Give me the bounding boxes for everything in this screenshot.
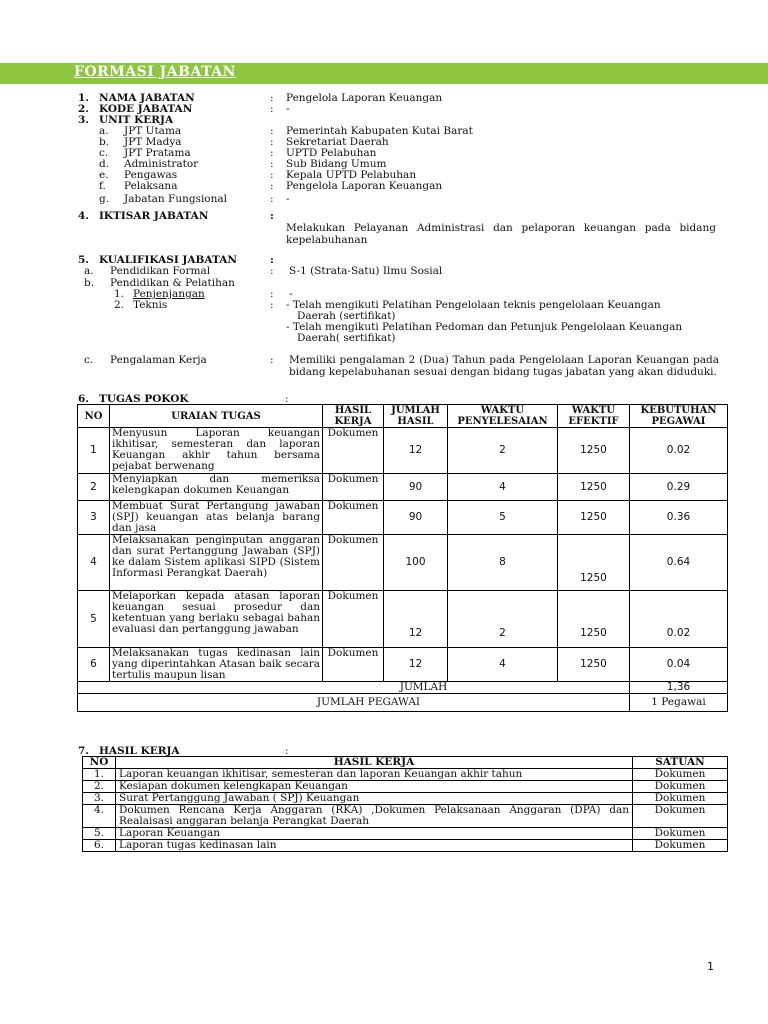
jumlah-label: JUMLAH (78, 682, 630, 694)
pendidikan-formal-value: S-1 (Strata-Satu) Ilmu Sosial (289, 265, 443, 277)
hasil-kerja-label: HASIL KERJA (99, 745, 180, 757)
cell-waktu: 4 (448, 648, 558, 682)
colon: : (285, 745, 289, 757)
section-number: 4. (78, 210, 89, 222)
colon: : (270, 136, 274, 148)
colon: : (270, 125, 274, 137)
pengalaman-label: Pengalaman Kerja (110, 354, 207, 366)
colon: : (270, 210, 274, 222)
colon: : (270, 147, 274, 159)
header-waktu-efektif: WAKTU EFEKTIF (558, 405, 630, 428)
section-number: 5. (78, 254, 89, 266)
cell-waktu: 8 (448, 535, 558, 591)
cell-jumlah: 12 (384, 648, 448, 682)
unit-item-letter: b. (99, 136, 110, 148)
cell-waktu: 2 (448, 428, 558, 474)
unit-item-label: JPT Pratama (124, 147, 191, 159)
cell-no: 3. (83, 793, 116, 805)
cell-jumlah: 12 (384, 428, 448, 474)
cell-satuan: Dokumen (633, 769, 728, 781)
header-jumlah-hasil: JUMLAH HASIL (384, 405, 448, 428)
cell-hasil: Laporan tugas kedinasan lain (116, 840, 633, 852)
cell-kebutuhan: 0.36 (630, 501, 728, 535)
table-header-row (83, 757, 728, 769)
unit-item-letter: d. (99, 158, 110, 170)
cell-efektif: 1250 (558, 428, 630, 474)
cell-hasil: Dokumen Rencana Kerja Anggaran (RKA) ,Dokumen Pelaksanaan Anggaran (DPA) dan Realaisasi anggaran belanja Perangkat Daerah (116, 805, 633, 828)
teknis-line: Daerah( sertifikat) (297, 332, 396, 344)
teknis-num: 2. (114, 299, 125, 311)
unit-item-value: Sub Bidang Umum (286, 158, 387, 170)
iktisar-label: IKTISAR JABATAN (99, 210, 209, 222)
teknis-line: - Telah mengikuti Pelatihan Pedoman dan Petunjuk Pengelolaan Keuangan (286, 321, 683, 333)
cell-kebutuhan: 0.02 (630, 591, 728, 648)
header-kebutuhan-pegawai: KEBUTUHAN PEGAWAI (630, 405, 728, 428)
unit-item-label: Pelaksana (124, 180, 178, 192)
cell-jumlah: 90 (384, 474, 448, 501)
cell-satuan: Dokumen (633, 840, 728, 852)
pengalaman-value: Memiliki pengalaman 2 (Dua) Tahun pada Pengelolaan Laporan Keuangan pada bidang kepelabuhanan sesuai dengan bidang tugas jabatan yang akan diduduki. (289, 354, 719, 378)
cell-efektif: 1250 (558, 648, 630, 682)
unit-item-label: Administrator (124, 158, 199, 170)
unit-item-value: UPTD Pelabuhan (286, 147, 377, 159)
cell-hasil: Dokumen (323, 648, 384, 682)
table-row (78, 474, 728, 501)
cell-uraian: Membuat Surat Pertangung jawaban (SPJ) keuangan atas belanja barang dan jasa (110, 501, 323, 535)
cell-hasil: Laporan Keuangan (116, 828, 633, 840)
unit-item-label: Jabatan Fungsional (124, 193, 228, 205)
table-row (78, 501, 728, 535)
cell-no: 5 (78, 591, 110, 648)
cell-hasil: Surat Pertanggung Jawaban ( SPJ) Keuangan (116, 793, 633, 805)
colon: : (270, 92, 274, 104)
pengalaman-letter: c. (84, 354, 94, 366)
cell-kebutuhan: 0.02 (630, 428, 728, 474)
unit-item-letter: c. (99, 147, 109, 159)
jumlah-pegawai-row (78, 694, 728, 712)
table-header-row (78, 405, 728, 428)
cell-uraian: Melaporkan kepada atasan laporan keuangan sesuai prosedur dan ketentuan yang berlaku sebagai bahan evaluasi dan pertanggung jawaban (110, 591, 323, 648)
colon: : (270, 265, 274, 277)
pendidikan-letter: a. (84, 265, 94, 277)
penjenjangan-num: 1. (114, 288, 125, 300)
cell-kebutuhan: 0.04 (630, 648, 728, 682)
unit-item-value: - (286, 193, 290, 205)
cell-no: 2. (83, 781, 116, 793)
header-hasil-kerja: HASIL KERJA (116, 757, 633, 769)
header-no: NO (83, 757, 116, 769)
header-hasil-kerja: HASIL KERJA (323, 405, 384, 428)
cell-uraian: Menyusun Laporan keuangan ikhitisar, semesteran dan laporan Keuangan akhir tahun bersama pejabat berwenang (110, 428, 323, 474)
cell-hasil: Dokumen (323, 535, 384, 591)
iktisar-value: Melakukan Pelayanan Administrasi dan pelaporan keuangan pada bidang kepelabuhanan (286, 222, 716, 246)
penjenjangan-value: - (289, 288, 293, 300)
jumlah-row (78, 682, 728, 694)
unit-item-value: Kepala UPTD Pelabuhan (286, 169, 417, 181)
kualifikasi-label: KUALIFIKASI JABATAN (99, 254, 237, 266)
table-row (78, 648, 728, 682)
hasil-kerja-table (82, 756, 728, 852)
cell-uraian: Melaksanakan tugas kedinasan lain yang diperintahkan Atasan baik secara tertulis maupun lisan (110, 648, 323, 682)
nama-jabatan-value: Pengelola Laporan Keuangan (286, 92, 443, 104)
unit-item-value: Pengelola Laporan Keuangan (286, 180, 443, 192)
table-row (83, 840, 728, 852)
cell-efektif: 1250 (558, 474, 630, 501)
colon: : (270, 158, 274, 170)
table-row (78, 428, 728, 474)
header-uraian: URAIAN TUGAS (110, 405, 323, 428)
cell-uraian: Menyiapkan dan memeriksa kelengkapan dokumen Keuangan (110, 474, 323, 501)
pendidikan-formal-label: Pendidikan Formal (110, 265, 211, 277)
tugas-pokok-table (77, 404, 728, 712)
table-row (78, 591, 728, 648)
table-row (78, 535, 728, 591)
unit-item-letter: e. (99, 169, 109, 181)
jumlah-pegawai-value: 1 Pegawai (630, 694, 728, 712)
page-number: 1 (707, 960, 714, 973)
cell-waktu: 4 (448, 474, 558, 501)
section-number: 3. (78, 114, 89, 126)
nama-jabatan-label: NAMA JABATAN (99, 92, 195, 104)
cell-no: 4. (83, 805, 116, 828)
unit-item-letter: f. (99, 180, 106, 192)
unit-kerja-label: UNIT KERJA (99, 114, 174, 126)
cell-hasil: Laporan keuangan ikhitisar, semesteran dan laporan Keuangan akhir tahun (116, 769, 633, 781)
pelatihan-letter: b. (84, 277, 95, 289)
cell-efektif: 1250 (558, 501, 630, 535)
table-row (83, 805, 728, 828)
cell-hasil: Dokumen (323, 474, 384, 501)
unit-item-value: Sekretariat Daerah (286, 136, 389, 148)
penjenjangan-label: Penjenjangan (133, 288, 205, 300)
cell-jumlah: 90 (384, 501, 448, 535)
teknis-label: Teknis (133, 299, 168, 311)
colon: : (270, 169, 274, 181)
unit-item-label: Pengawas (124, 169, 178, 181)
section-number: 7. (78, 745, 89, 757)
section-number: 6. (78, 393, 89, 405)
cell-no: 1 (78, 428, 110, 474)
cell-no: 6 (78, 648, 110, 682)
cell-uraian: Melaksanakan penginputan anggaran dan surat Pertanggung Jawaban (SPJ) ke dalam Sistem aplikasi SIPD (Sistem Informasi Perangkat Daerah) (110, 535, 323, 591)
colon: : (270, 354, 274, 366)
cell-satuan: Dokumen (633, 828, 728, 840)
cell-jumlah: 12 (384, 591, 448, 648)
cell-kebutuhan: 0.64 (630, 535, 728, 591)
colon: : (270, 288, 274, 300)
cell-satuan: Dokumen (633, 805, 728, 828)
table-row (83, 793, 728, 805)
unit-item-label: JPT Madya (124, 136, 182, 148)
header-satuan: SATUAN (633, 757, 728, 769)
colon: : (270, 193, 274, 205)
cell-efektif: 1250 (558, 535, 630, 591)
page-title: FORMASI JABATAN (74, 64, 236, 80)
cell-no: 2 (78, 474, 110, 501)
cell-no: 1. (83, 769, 116, 781)
kode-jabatan-value: - (286, 103, 290, 115)
section-number: 2. (78, 103, 89, 115)
colon: : (285, 393, 289, 405)
cell-waktu: 2 (448, 591, 558, 648)
table-row (83, 828, 728, 840)
cell-no: 6. (83, 840, 116, 852)
section-number: 1. (78, 92, 89, 104)
cell-waktu: 5 (448, 501, 558, 535)
cell-kebutuhan: 0.29 (630, 474, 728, 501)
cell-satuan: Dokumen (633, 781, 728, 793)
cell-no: 4 (78, 535, 110, 591)
header-no: NO (78, 405, 110, 428)
table-row (83, 769, 728, 781)
colon: : (270, 103, 274, 115)
cell-hasil: Dokumen (323, 428, 384, 474)
colon: : (270, 180, 274, 192)
teknis-line: - Telah mengikuti Pelatihan Pengelolaan teknis pengelolaan Keuangan (286, 299, 661, 311)
jumlah-value: 1,36 (630, 682, 728, 694)
teknis-line: Daerah (sertifikat) (297, 310, 396, 322)
kode-jabatan-label: KODE JABATAN (99, 103, 193, 115)
cell-satuan: Dokumen (633, 793, 728, 805)
title-banner (0, 63, 768, 84)
cell-efektif: 1250 (558, 591, 630, 648)
tugas-pokok-label: TUGAS POKOK (99, 393, 189, 405)
pelatihan-label: Pendidikan & Pelatihan (110, 277, 235, 289)
colon: : (270, 254, 274, 266)
cell-jumlah: 100 (384, 535, 448, 591)
cell-hasil: Dokumen (323, 591, 384, 648)
cell-hasil: Dokumen (323, 501, 384, 535)
unit-item-value: Pemerintah Kabupaten Kutai Barat (286, 125, 473, 137)
unit-item-letter: g. (99, 193, 110, 205)
cell-no: 3 (78, 501, 110, 535)
unit-item-label: JPT Utama (124, 125, 182, 137)
table-row (83, 781, 728, 793)
cell-hasil: Kesiapan dokumen kelengkapan Keuangan (116, 781, 633, 793)
colon: : (270, 299, 274, 311)
cell-no: 5. (83, 828, 116, 840)
unit-item-letter: a. (99, 125, 109, 137)
jumlah-pegawai-label: JUMLAH PEGAWAI (78, 694, 630, 712)
header-waktu-penyelesaian: WAKTU PENYELESAIAN (448, 405, 558, 428)
